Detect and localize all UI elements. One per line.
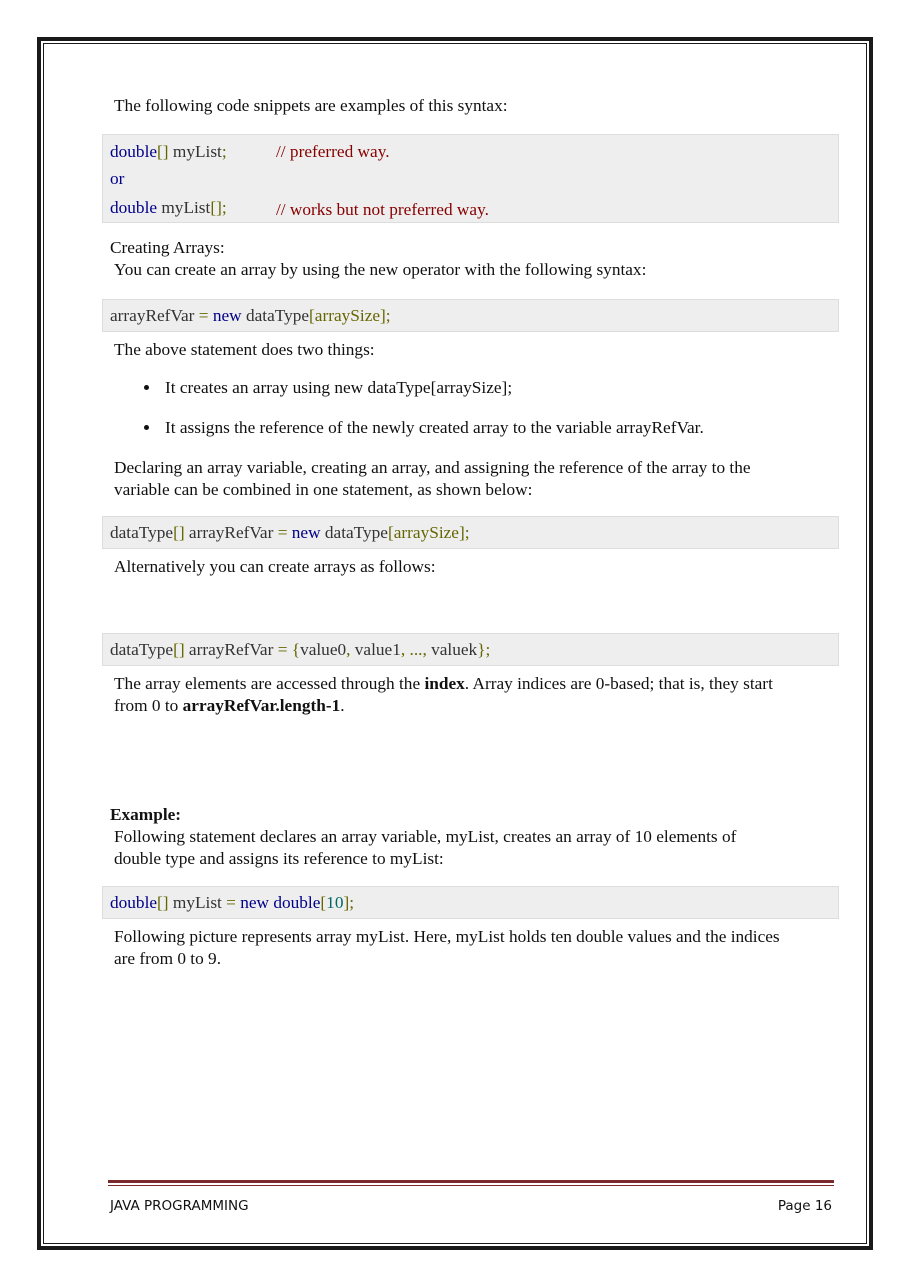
bullet-item-1: It creates an array using new dataType[arraySize]; [165,378,513,397]
code-comment-not-preferred: // works but not preferred way. [276,200,489,219]
example-heading: Example: [110,805,182,824]
code-block-new-array [102,299,839,332]
code-line-example: double[] myList = new double[10]; [110,893,355,912]
code-line-not-preferred: double myList[]; [110,198,227,217]
code-block-combined [102,516,839,549]
picture-para-line2: are from 0 to 9. [114,949,222,968]
code-block-initializer [102,633,839,666]
access-para-line1: The array elements are accessed through the index. Array indices are 0-based; that is, they start [114,674,773,693]
creating-arrays-heading: Creating Arrays: [110,238,225,257]
footer-title: JAVA PROGRAMMING [110,1198,249,1214]
footer-rule-thin [108,1185,834,1186]
code-line-combined: dataType[] arrayRefVar = new dataType[arraySize]; [110,523,470,542]
creating-arrays-intro: You can create an array by using the new operator with the following syntax: [114,260,647,279]
bullet-item-2: It assigns the reference of the newly created array to the variable arrayRefVar. [165,418,704,437]
bullet-icon [144,425,149,430]
footer-page-number: Page 16 [777,1198,832,1214]
intro-text: The following code snippets are examples of this syntax: [114,96,508,115]
code-block-example [102,886,839,919]
alternatively-text: Alternatively you can create arrays as follows: [114,557,436,576]
example-para-line2: double type and assigns its reference to myList: [114,849,444,868]
code-line-or: or [110,169,125,188]
code-line-preferred: double[] myList; [110,142,227,161]
code-comment-preferred: // preferred way. [276,142,390,161]
picture-para-line1: Following picture represents array myList. Here, myList holds ten double values and the indices [114,927,780,946]
example-para-line1: Following statement declares an array variable, myList, creates an array of 10 elements of [114,827,737,846]
code-line-new-array: arrayRefVar = new dataType[arraySize]; [110,306,391,325]
declaring-para-line2: variable can be combined in one statement, as shown below: [114,480,533,499]
code-line-initializer: dataType[] arrayRefVar = {value0, value1, ..., valuek}; [110,640,491,659]
access-para-line2: from 0 to arrayRefVar.length-1. [114,696,345,715]
footer-rule [108,1180,834,1183]
code-block-declare [102,134,839,223]
statement-does-text: The above statement does two things: [114,340,375,359]
declaring-para-line1: Declaring an array variable, creating an array, and assigning the reference of the array to the [114,458,751,477]
bullet-icon [144,385,149,390]
